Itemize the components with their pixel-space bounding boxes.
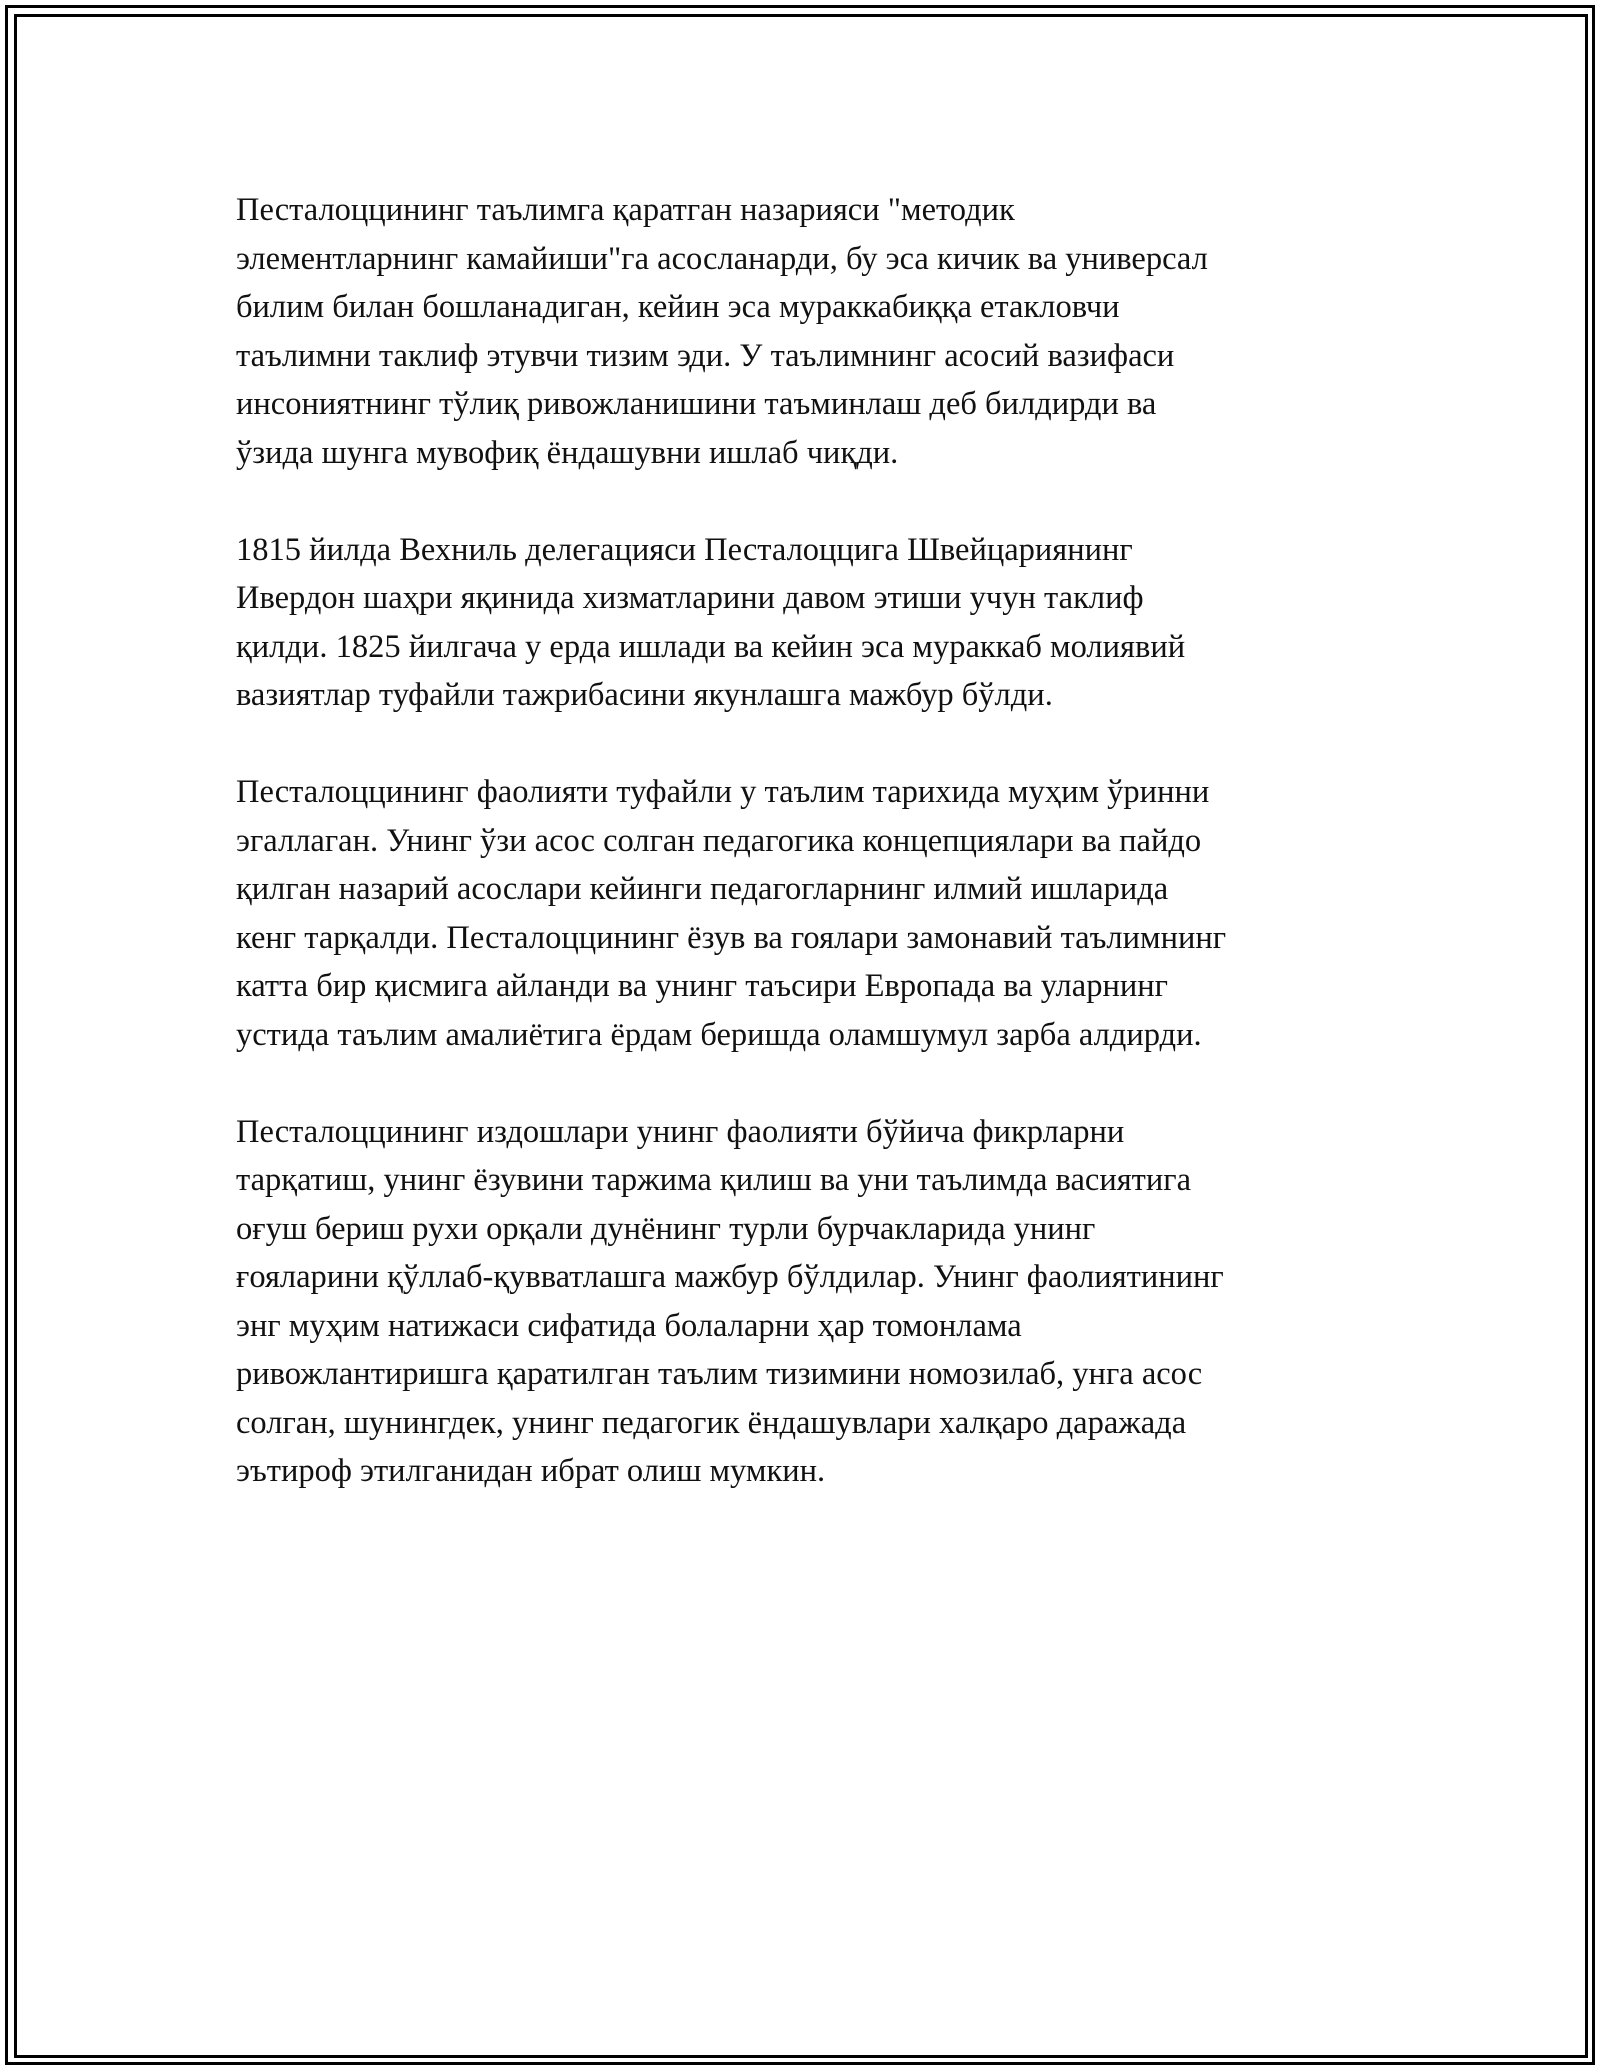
- text-line: кенг тарқалди. Песталоццининг ёзув ва гоялари замонавий таълимнинг: [236, 919, 1227, 956]
- text-line: катта бир қисмига айланди ва унинг таъсири Европада ва уларнинг: [236, 968, 1168, 1004]
- paragraph-1: [236, 186, 1366, 477]
- text-line: қилди. 1825 йилгача у ерда ишлади ва кейин эса мураккаб молиявий: [236, 628, 1186, 665]
- text-line: таълимни таклиф этувчи тизим эди. У таълимнинг асосий вазифаси: [236, 337, 1175, 374]
- text-line: эгаллаган. Унинг ўзи асос солган педагогика концепциялари ва пайдо: [236, 822, 1202, 859]
- text-line: Песталоццининг фаолияти туфайли у таълим тарихида муҳим ўринни: [236, 774, 1210, 810]
- paragraph-4: [236, 1108, 1366, 1496]
- text-line: Песталоццининг издошлари унинг фаолияти бўйича фикрларни: [236, 1113, 1125, 1150]
- text-line: эътироф этилганидан ибрат олиш мумкин.: [236, 1453, 826, 1489]
- text-line: қилган назарий асослари кейинги педагогларнинг илмий ишларида: [236, 871, 1169, 907]
- text-line: элементларнинг камайиши"га асосланарди, бу эса кичик ва универсал: [236, 240, 1208, 277]
- paragraph-2: [236, 526, 1366, 720]
- paragraph-3: [236, 768, 1366, 1059]
- text-line: билим билан бошланадиган, кейин эса мураккабиққа етакловчи: [236, 289, 1120, 325]
- text-line: устида таълим амалиётига ёрдам беришда оламшумул зарба алдирди.: [236, 1016, 1202, 1053]
- text-line: Песталоццининг таълимга қаратган назарияси "методик: [236, 192, 1015, 228]
- text-line: ривожлантиришга қаратилган таълим тизимини номозилаб, унга асос: [236, 1356, 1203, 1392]
- text-line: солган, шунингдек, унинг педагогик ёндашувлари халқаро даражада: [236, 1404, 1187, 1441]
- text-line: энг муҳим натижаси сифатида болаларни ҳар томонлама: [236, 1307, 1022, 1344]
- text-line: ғояларини қўллаб-қувватлашга мажбур бўлдилар. Унинг фаолиятининг: [236, 1259, 1224, 1295]
- text-line: вазиятлар туфайли тажрибасини якунлашга мажбур бўлди.: [236, 677, 1053, 713]
- text-line: ўзида шунга мувофиқ ёндашувни ишлаб чиқди.: [236, 434, 899, 471]
- text-line: тарқатиш, унинг ёзувини таржима қилиш ва уни таълимда васиятига: [236, 1162, 1192, 1198]
- document-body: [236, 186, 1366, 1544]
- text-line: Ивердон шаҳри яқинида хизматларини давом этиши учун таклиф: [236, 580, 1144, 616]
- text-line: оғуш бериш рухи орқали дунёнинг турли бурчакларида унинг: [236, 1210, 1096, 1247]
- text-line: инсониятнинг тўлиқ ривожланишини таъминлаш деб билдирди ва: [236, 386, 1157, 422]
- text-line: 1815 йилда Вехниль делегацияси Песталоццига Швейцариянинг: [236, 531, 1133, 568]
